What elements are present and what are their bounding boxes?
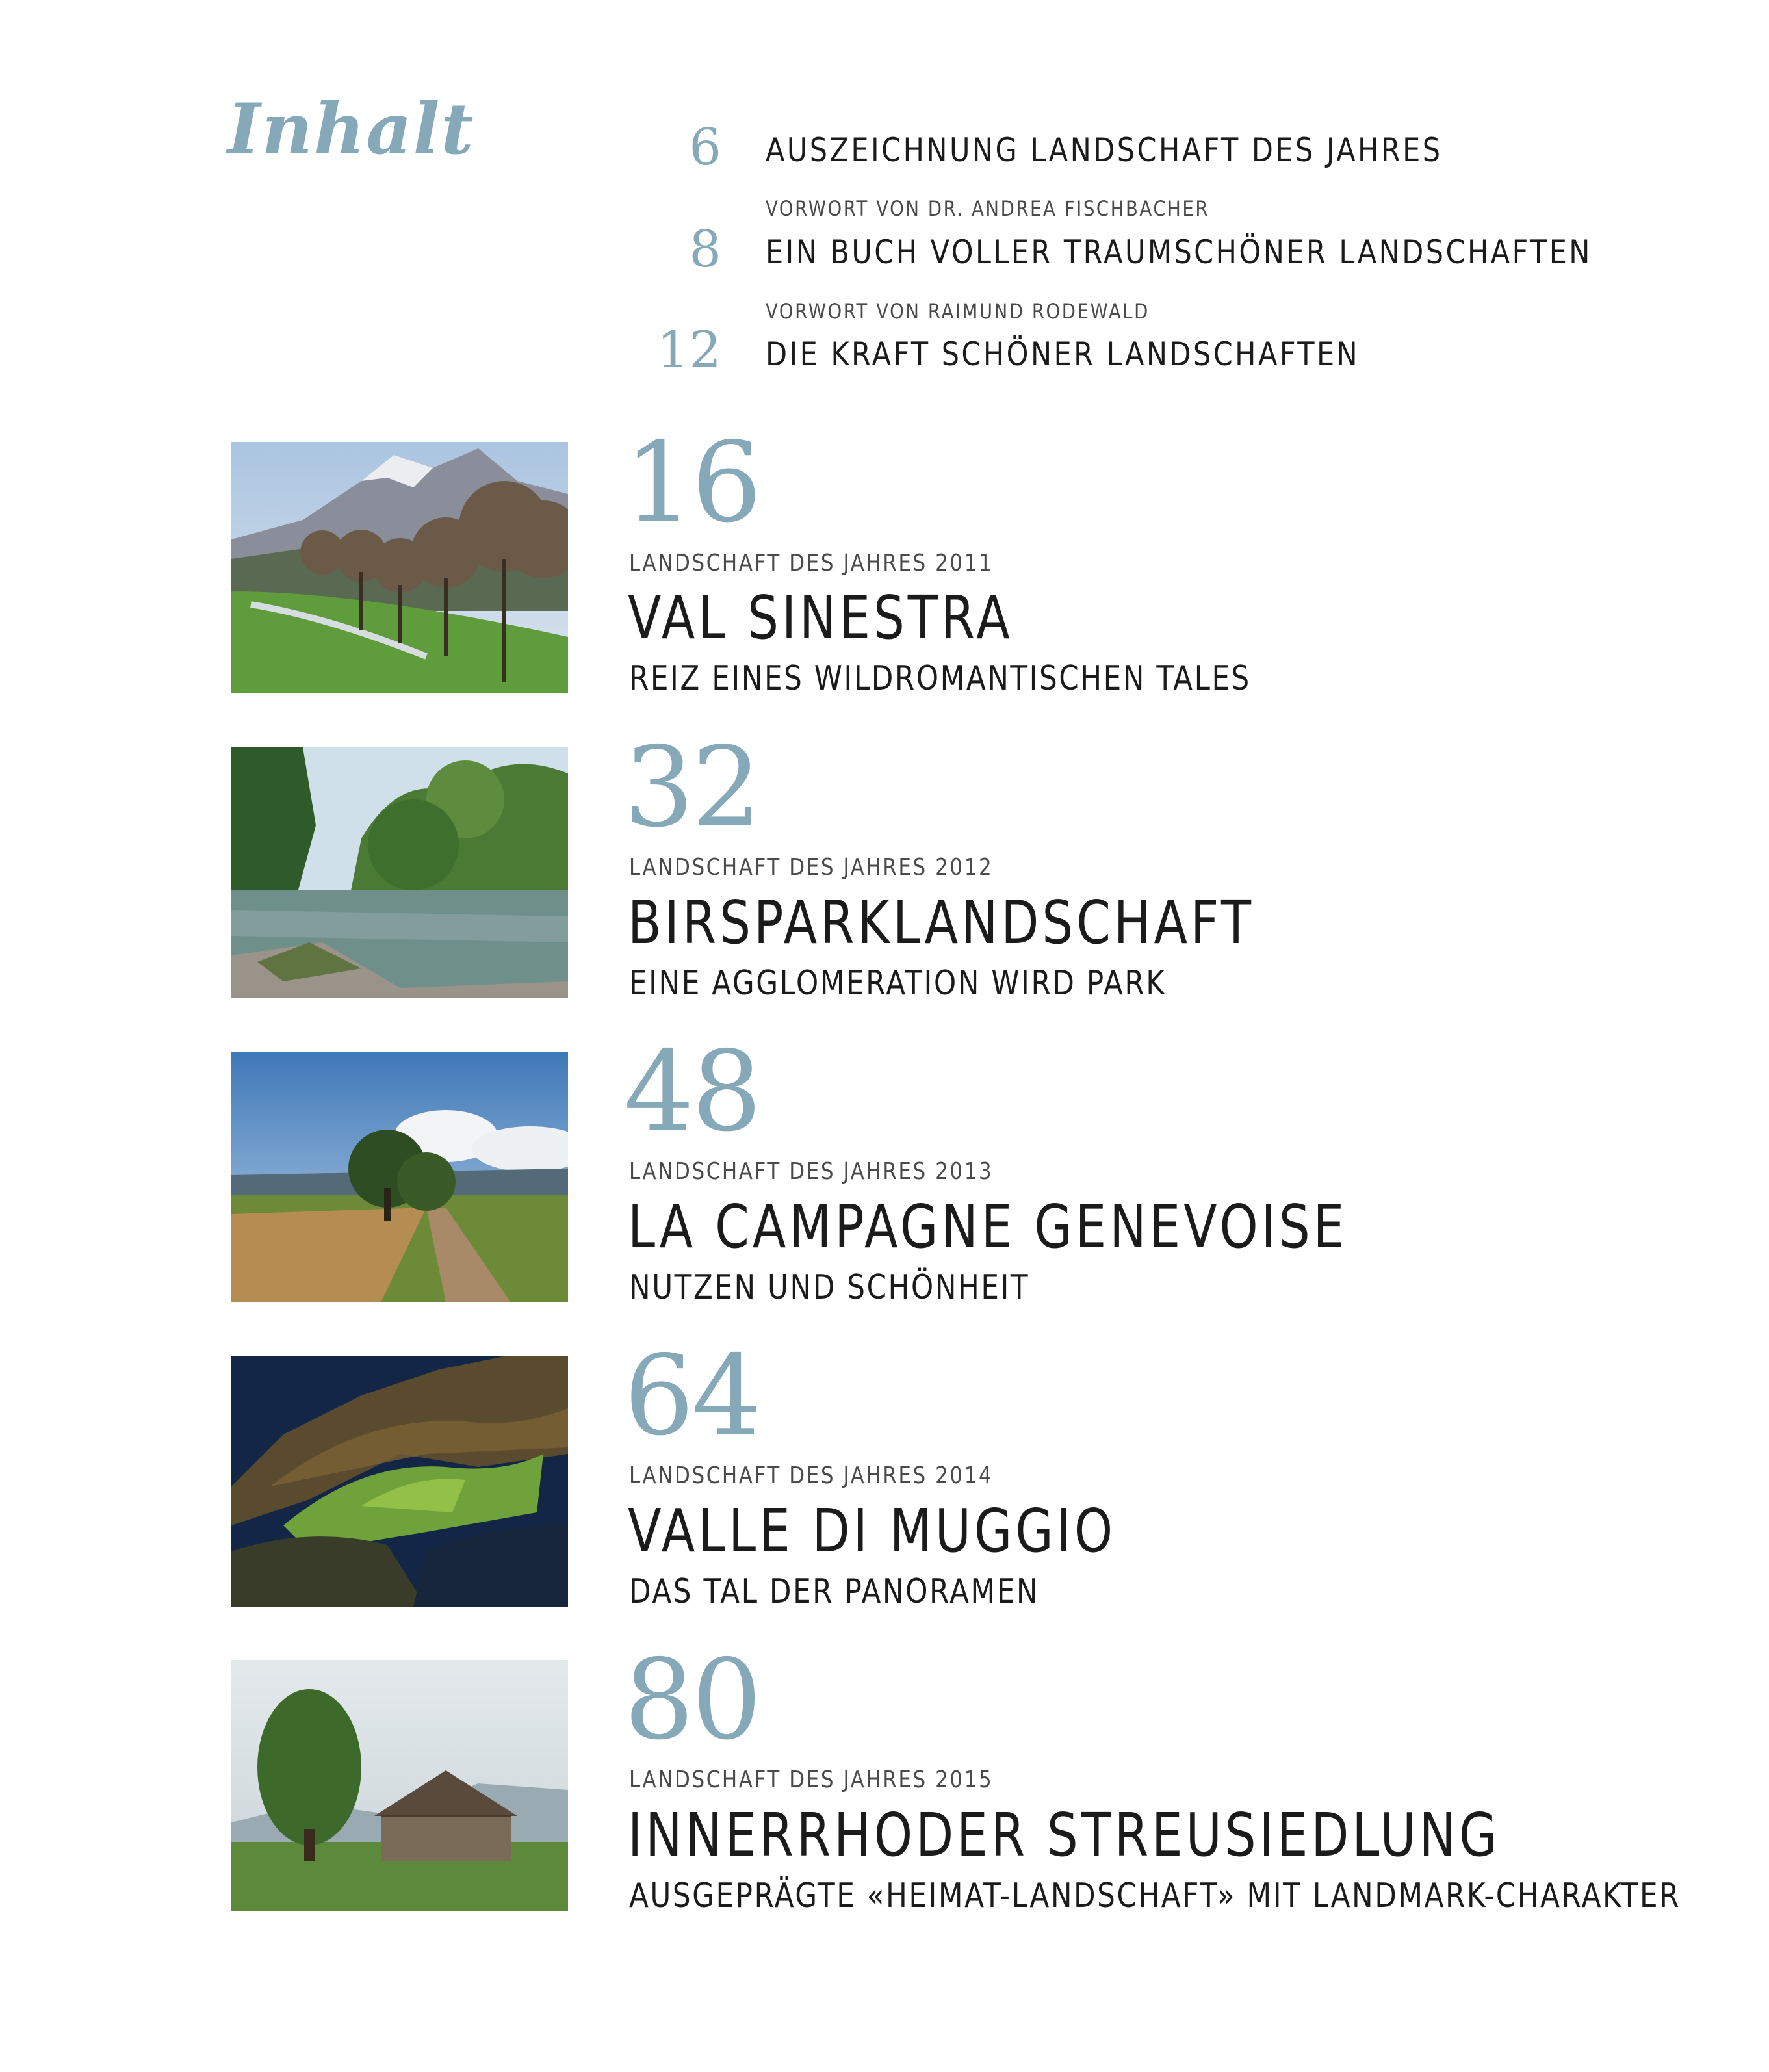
page-number: 12 bbox=[656, 321, 721, 380]
page-number: 32 bbox=[624, 723, 760, 852]
entry-subtitle: DAS TAL DER PANORAMEN bbox=[629, 1572, 1040, 1611]
page-number: 6 bbox=[689, 118, 721, 177]
entry-title: BIRSPARKLANDSCHAFT bbox=[628, 888, 1254, 957]
entry-kicker: LANDSCHAFT DES JAHRES 2011 bbox=[629, 550, 994, 576]
page-number: 48 bbox=[624, 1028, 760, 1156]
entry-subtitle: NUTZEN UND SCHÖNHEIT bbox=[629, 1268, 1030, 1307]
entry-title: DIE KRAFT SCHÖNER LANDSCHAFTEN bbox=[766, 335, 1360, 373]
entry-kicker: VORWORT VON RAIMUND RODEWALD bbox=[766, 299, 1150, 324]
chapter-photo bbox=[231, 442, 568, 693]
page-title: Inhalt bbox=[227, 88, 475, 170]
chapter-photo bbox=[231, 747, 568, 998]
page-number: 8 bbox=[689, 220, 721, 279]
entry-title: AUSZEICHNUNG LANDSCHAFT DES JAHRES bbox=[766, 131, 1443, 169]
entry-title: VAL SINESTRA bbox=[628, 583, 1013, 653]
page-number: 16 bbox=[624, 419, 760, 547]
entry-subtitle: EINE AGGLOMERATION WIRD PARK bbox=[629, 964, 1167, 1003]
entry-kicker: LANDSCHAFT DES JAHRES 2013 bbox=[629, 1158, 994, 1185]
page-number: 80 bbox=[624, 1636, 760, 1765]
entry-title: EIN BUCH VOLLER TRAUMSCHÖNER LANDSCHAFTEN bbox=[766, 233, 1592, 271]
entry-kicker: LANDSCHAFT DES JAHRES 2014 bbox=[629, 1462, 994, 1489]
entry-title: VALLE DI MUGGIO bbox=[628, 1496, 1117, 1566]
entry-kicker: LANDSCHAFT DES JAHRES 2015 bbox=[629, 1767, 994, 1793]
entry-kicker: LANDSCHAFT DES JAHRES 2012 bbox=[629, 854, 994, 881]
entry-subtitle: REIZ EINES WILDROMANTISCHEN TALES bbox=[629, 659, 1251, 698]
chapter-photo bbox=[231, 1356, 568, 1607]
chapter-photo bbox=[231, 1052, 568, 1302]
entry-title: INNERRHODER STREUSIEDLUNG bbox=[628, 1800, 1501, 1870]
entry-title: LA CAMPAGNE GENEVOISE bbox=[628, 1192, 1348, 1262]
chapter-photo bbox=[231, 1660, 568, 1911]
page-number: 64 bbox=[624, 1332, 760, 1460]
entry-kicker: VORWORT VON DR. ANDREA FISCHBACHER bbox=[766, 196, 1210, 221]
entry-subtitle: AUSGEPRÄGTE «HEIMAT-LANDSCHAFT» MIT LANDMARK-CHARAKTER bbox=[629, 1876, 1681, 1915]
